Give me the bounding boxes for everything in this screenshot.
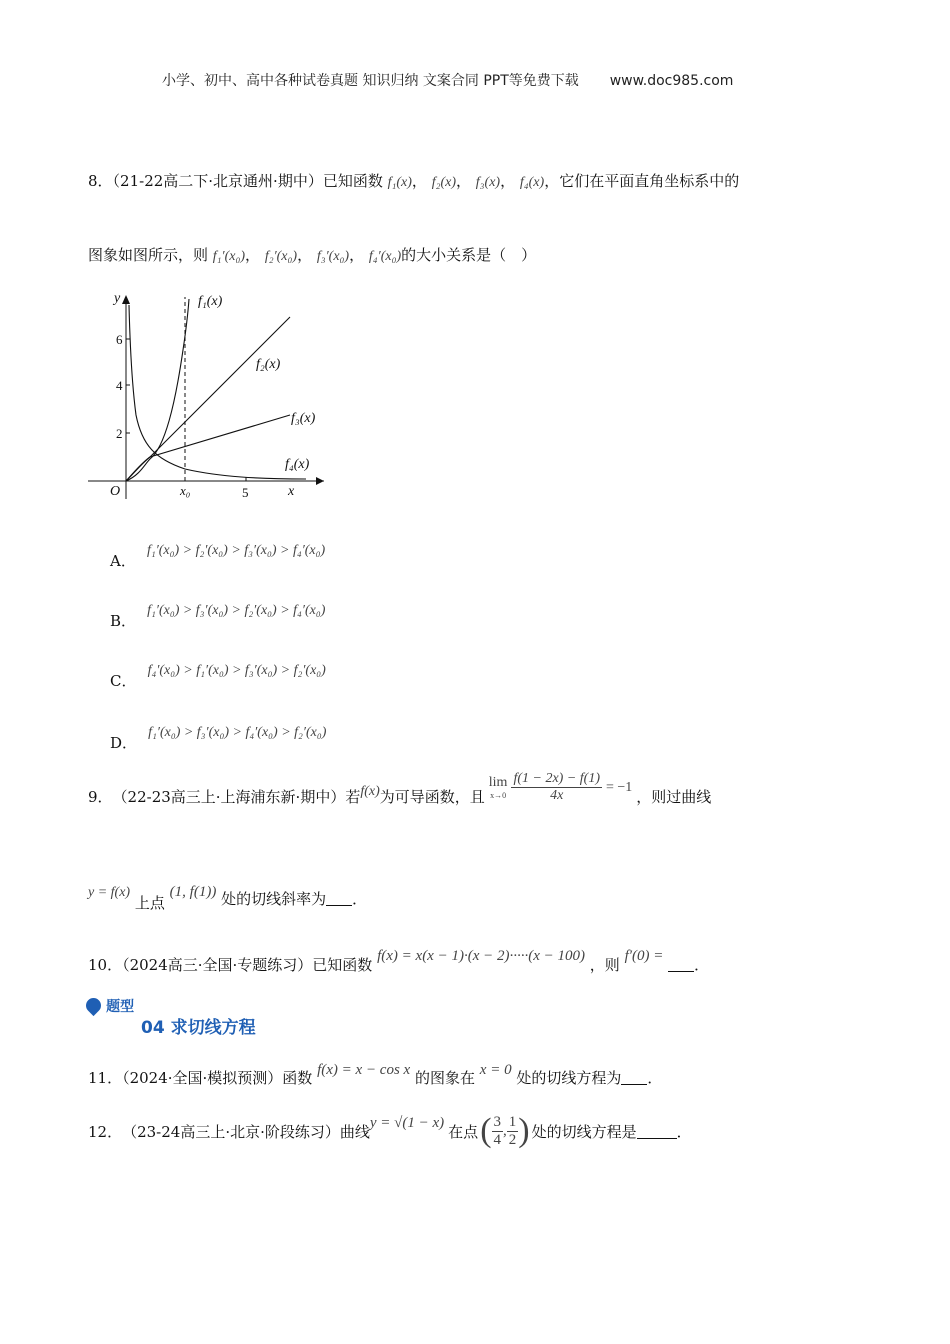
label-f1: f₁(x) (198, 294, 223, 309)
q11-source: （2024·全国·模拟预测）函数 (122, 1069, 313, 1087)
q11-expr: f(x) = x − cos x (317, 1062, 411, 1078)
q8-f4: f₄(x) (519, 175, 545, 190)
q8-sep: ， (349, 246, 365, 264)
q9-line2-end: ． (352, 890, 368, 908)
q10-answer-blank[interactable] (668, 957, 694, 972)
q8-sep: ， (411, 172, 427, 190)
question-8-line2 (88, 244, 536, 265)
x-tick-label-5: 5 (242, 485, 249, 500)
header-text: 小学、初中、高中各种试卷真题 知识归纳 文案合同 PPT等免费下载 (162, 73, 579, 89)
q9-source: （22-23高三上·上海浦东新·期中）若 (112, 788, 361, 806)
q10-expr2: f′(0) = (624, 948, 664, 964)
x-axis-arrow (316, 477, 324, 485)
q10-end: ． (694, 956, 710, 974)
y-tick-label-4: 4 (116, 378, 123, 393)
q9-lim-sub: x→0 (490, 791, 507, 800)
q12-b-num: 1 (508, 1113, 517, 1130)
q12-source: （23-24高三上·北京·阶段练习）曲线 (122, 1122, 370, 1141)
q8-d1: f₁′(x₀) (212, 249, 246, 264)
option-d-label: D． (110, 734, 138, 752)
q8-f3: f₃(x) (475, 175, 501, 190)
y-tick-label-6: 6 (116, 332, 123, 347)
q9-lim: lim (488, 775, 508, 790)
q8-line2-end: 的大小关系是（ ） (401, 246, 537, 264)
q8-sep: ， (245, 246, 261, 264)
option-d-expr: f₁′(x₀) > f₃′(x₀) > f₄′(x₀) > f₂′(x₀) (148, 725, 327, 740)
y-axis-arrow (122, 295, 130, 304)
q12-mid2: 处的切线方程是 (531, 1122, 637, 1141)
option-b[interactable] (110, 598, 326, 630)
q11-mid: 的图象在 (415, 1069, 476, 1087)
q11-end: ． (647, 1069, 663, 1087)
q9-denominator: 4x (550, 788, 564, 803)
q10-source: （2024高三·全国·专题练习）已知函数 (122, 956, 373, 974)
question-8-line1 (88, 170, 739, 191)
option-c[interactable] (110, 658, 326, 690)
q12-mid: 在点 (448, 1122, 479, 1141)
q8-sep: ， (456, 172, 472, 190)
label-f3: f₃(x) (291, 411, 316, 426)
origin-label: O (110, 484, 121, 499)
question-12 (88, 1112, 692, 1150)
question-9-line2 (88, 880, 368, 912)
q9-line2-b: 处的切线斜率为 (221, 890, 327, 908)
q8-line1-end: ，它们在平面直角坐标系中的 (544, 172, 740, 190)
q9-end: ，则过曲线 (636, 788, 712, 806)
x0-label: x₀ (180, 483, 191, 498)
q8-source: （21-22高二下·北京通州·期中）已知函数 (112, 172, 383, 190)
option-a-expr: f₁′(x₀) > f₂′(x₀) > f₃′(x₀) > f₄′(x₀) (146, 543, 326, 558)
y-axis-label: y (114, 291, 121, 306)
q9-point: (1, f(1)) (169, 884, 217, 900)
q8-d2: f₂′(x₀) (264, 249, 298, 264)
section-tag: 题型 (106, 999, 135, 1015)
q12-answer-blank[interactable] (637, 1124, 677, 1139)
q9-rhs: = −1 (606, 779, 633, 795)
q12-b-den: 2 (508, 1131, 517, 1148)
q8-f2: f₂(x) (431, 175, 456, 190)
q12-a-den: 4 (493, 1131, 502, 1148)
section-header (86, 996, 134, 1016)
q8-sep: ， (500, 172, 516, 190)
q10-number: 10． (88, 956, 123, 974)
q10-expr: f(x) = x(x − 1)·(x − 2)·····(x − 100) (377, 948, 585, 964)
q8-sep: ， (297, 246, 313, 264)
q11-answer-blank[interactable] (621, 1070, 647, 1085)
q9-mid: 为可导函数，且 (379, 788, 485, 806)
location-pin-icon (83, 995, 104, 1016)
label-f2: f₂(x) (256, 357, 281, 372)
q12-number: 12． (88, 1122, 123, 1141)
option-d[interactable] (110, 720, 327, 752)
q11-number: 11． (88, 1069, 123, 1087)
option-b-expr: f₁′(x₀) > f₃′(x₀) > f₂′(x₀) > f₄′(x₀) (147, 603, 326, 618)
option-c-label: C． (110, 672, 137, 690)
option-a-label: A． (110, 552, 136, 570)
option-a[interactable] (110, 538, 326, 570)
question-9-line1 (88, 771, 712, 807)
q9-line2-expr: y = f(x) (88, 885, 131, 900)
curve-f1 (126, 299, 189, 481)
q8-f1: f₁(x) (387, 175, 412, 190)
header-url: www.doc985.com (609, 73, 734, 89)
q12-point: ( $\frac{3}{4}$ , $\frac{1}{2}$ ) (480, 1112, 530, 1149)
q8-d3: f₃′(x₀) (316, 249, 350, 264)
q9-answer-blank[interactable] (326, 891, 352, 906)
page-header (162, 70, 733, 90)
q11-expr2: x = 0 (479, 1062, 512, 1078)
q9-fx: f(x) (360, 783, 380, 799)
q9-number: 9． (88, 788, 113, 806)
q10-mid: ，则 (589, 956, 620, 974)
function-graph (80, 285, 340, 505)
q8-line2-start: 图象如图所示，则 (88, 246, 209, 264)
q11-mid2: 处的切线方程为 (516, 1069, 622, 1087)
label-f4: f₄(x) (285, 457, 310, 472)
q8-number: 8． (88, 172, 113, 190)
q12-expr: y = √(1 − x) (369, 1114, 445, 1131)
q12-end: ． (676, 1122, 692, 1141)
q12-a-num: 3 (493, 1113, 502, 1130)
option-b-label: B． (110, 612, 137, 630)
section-title: 04 求切线方程 (141, 1018, 256, 1038)
option-c-expr: f₄′(x₀) > f₁′(x₀) > f₃′(x₀) > f₂′(x₀) (147, 663, 326, 678)
question-11 (88, 1058, 663, 1087)
question-10 (88, 944, 710, 974)
q9-numerator: f(1 − 2x) − f(1) (513, 771, 600, 786)
q9-limit-expr (489, 771, 633, 804)
q8-d4: f₄′(x₀) (368, 249, 402, 264)
y-tick-label-2: 2 (116, 426, 123, 441)
q9-line2-a: 上点 (134, 894, 165, 912)
x-axis-label: x (288, 484, 295, 499)
